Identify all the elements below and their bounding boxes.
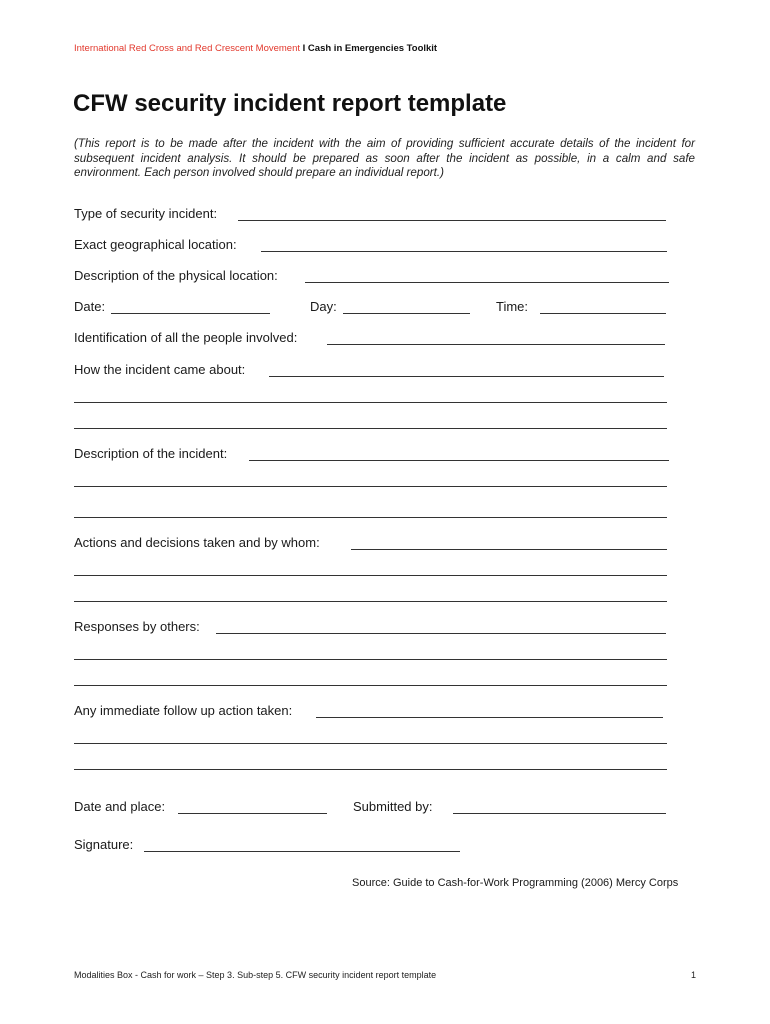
field-day-line[interactable] bbox=[343, 313, 470, 314]
field-date-place-line[interactable] bbox=[178, 813, 327, 814]
field-physical bbox=[74, 268, 674, 286]
running-header bbox=[74, 43, 437, 54]
field-date-place-submitted bbox=[74, 799, 674, 817]
header-org: International Red Cross and Red Crescent Movement bbox=[74, 43, 301, 54]
field-description-extra-line[interactable] bbox=[74, 486, 667, 487]
field-people-label: Identification of all the people involved: bbox=[74, 330, 298, 345]
field-responses bbox=[74, 619, 674, 637]
field-followup bbox=[74, 703, 674, 721]
field-time-line[interactable] bbox=[540, 313, 666, 314]
field-date-label: Date: bbox=[74, 299, 106, 314]
field-physical-line[interactable] bbox=[305, 282, 669, 283]
field-description-label: Description of the incident: bbox=[74, 446, 228, 461]
field-location bbox=[74, 237, 674, 255]
header-toolkit: I Cash in Emergencies Toolkit bbox=[302, 43, 438, 54]
field-how-extra-line[interactable] bbox=[74, 428, 667, 429]
page-number: 1 bbox=[691, 970, 697, 980]
field-signature bbox=[74, 837, 674, 855]
field-actions bbox=[74, 535, 674, 553]
field-date-day-time bbox=[74, 299, 674, 317]
page-title: CFW security incident report template bbox=[73, 90, 507, 117]
field-location-label: Exact geographical location: bbox=[74, 237, 237, 252]
field-date-place-label: Date and place: bbox=[74, 799, 166, 814]
field-location-line[interactable] bbox=[261, 251, 667, 252]
field-people bbox=[74, 330, 674, 348]
field-responses-label: Responses by others: bbox=[74, 619, 200, 634]
field-actions-label: Actions and decisions taken and by whom: bbox=[74, 535, 320, 550]
field-submitted-line[interactable] bbox=[453, 813, 666, 814]
field-day-label: Day: bbox=[310, 299, 337, 314]
source-citation: Source: Guide to Cash-for-Work Programming (2006) Mercy Corps bbox=[352, 877, 679, 889]
field-description-line[interactable] bbox=[249, 460, 669, 461]
field-followup-extra-line[interactable] bbox=[74, 743, 667, 744]
field-followup-extra-line[interactable] bbox=[74, 769, 667, 770]
field-signature-label: Signature: bbox=[74, 837, 134, 852]
field-actions-line[interactable] bbox=[351, 549, 667, 550]
field-type bbox=[74, 206, 674, 224]
field-physical-label: Description of the physical location: bbox=[74, 268, 278, 283]
field-how-line[interactable] bbox=[269, 376, 664, 377]
intro-paragraph: (This report is to be made after the incident with the aim of providing sufficient accurate details of the incident for subsequent incident analysis. It should be prepared as soon after the incident as possible, in a calm and safe environment. Each person involved should prepare an individual report.) bbox=[74, 137, 695, 180]
field-signature-line[interactable] bbox=[144, 851, 460, 852]
field-type-label: Type of security incident: bbox=[74, 206, 218, 221]
field-actions-extra-line[interactable] bbox=[74, 575, 667, 576]
field-how bbox=[74, 362, 674, 380]
field-how-label: How the incident came about: bbox=[74, 362, 246, 377]
field-people-line[interactable] bbox=[327, 344, 665, 345]
page-footer: Modalities Box - Cash for work – Step 3. Sub-step 5. CFW security incident report template bbox=[74, 970, 437, 980]
field-how-extra-line[interactable] bbox=[74, 402, 667, 403]
field-time-label: Time: bbox=[496, 299, 529, 314]
field-responses-extra-line[interactable] bbox=[74, 659, 667, 660]
field-actions-extra-line[interactable] bbox=[74, 601, 667, 602]
field-description bbox=[74, 446, 674, 464]
field-description-extra-line[interactable] bbox=[74, 517, 667, 518]
field-responses-line[interactable] bbox=[216, 633, 666, 634]
field-submitted-label: Submitted by: bbox=[353, 799, 433, 814]
field-followup-label: Any immediate follow up action taken: bbox=[74, 703, 293, 718]
field-date-line[interactable] bbox=[111, 313, 270, 314]
field-responses-extra-line[interactable] bbox=[74, 685, 667, 686]
field-followup-line[interactable] bbox=[316, 717, 663, 718]
field-type-line[interactable] bbox=[238, 220, 666, 221]
